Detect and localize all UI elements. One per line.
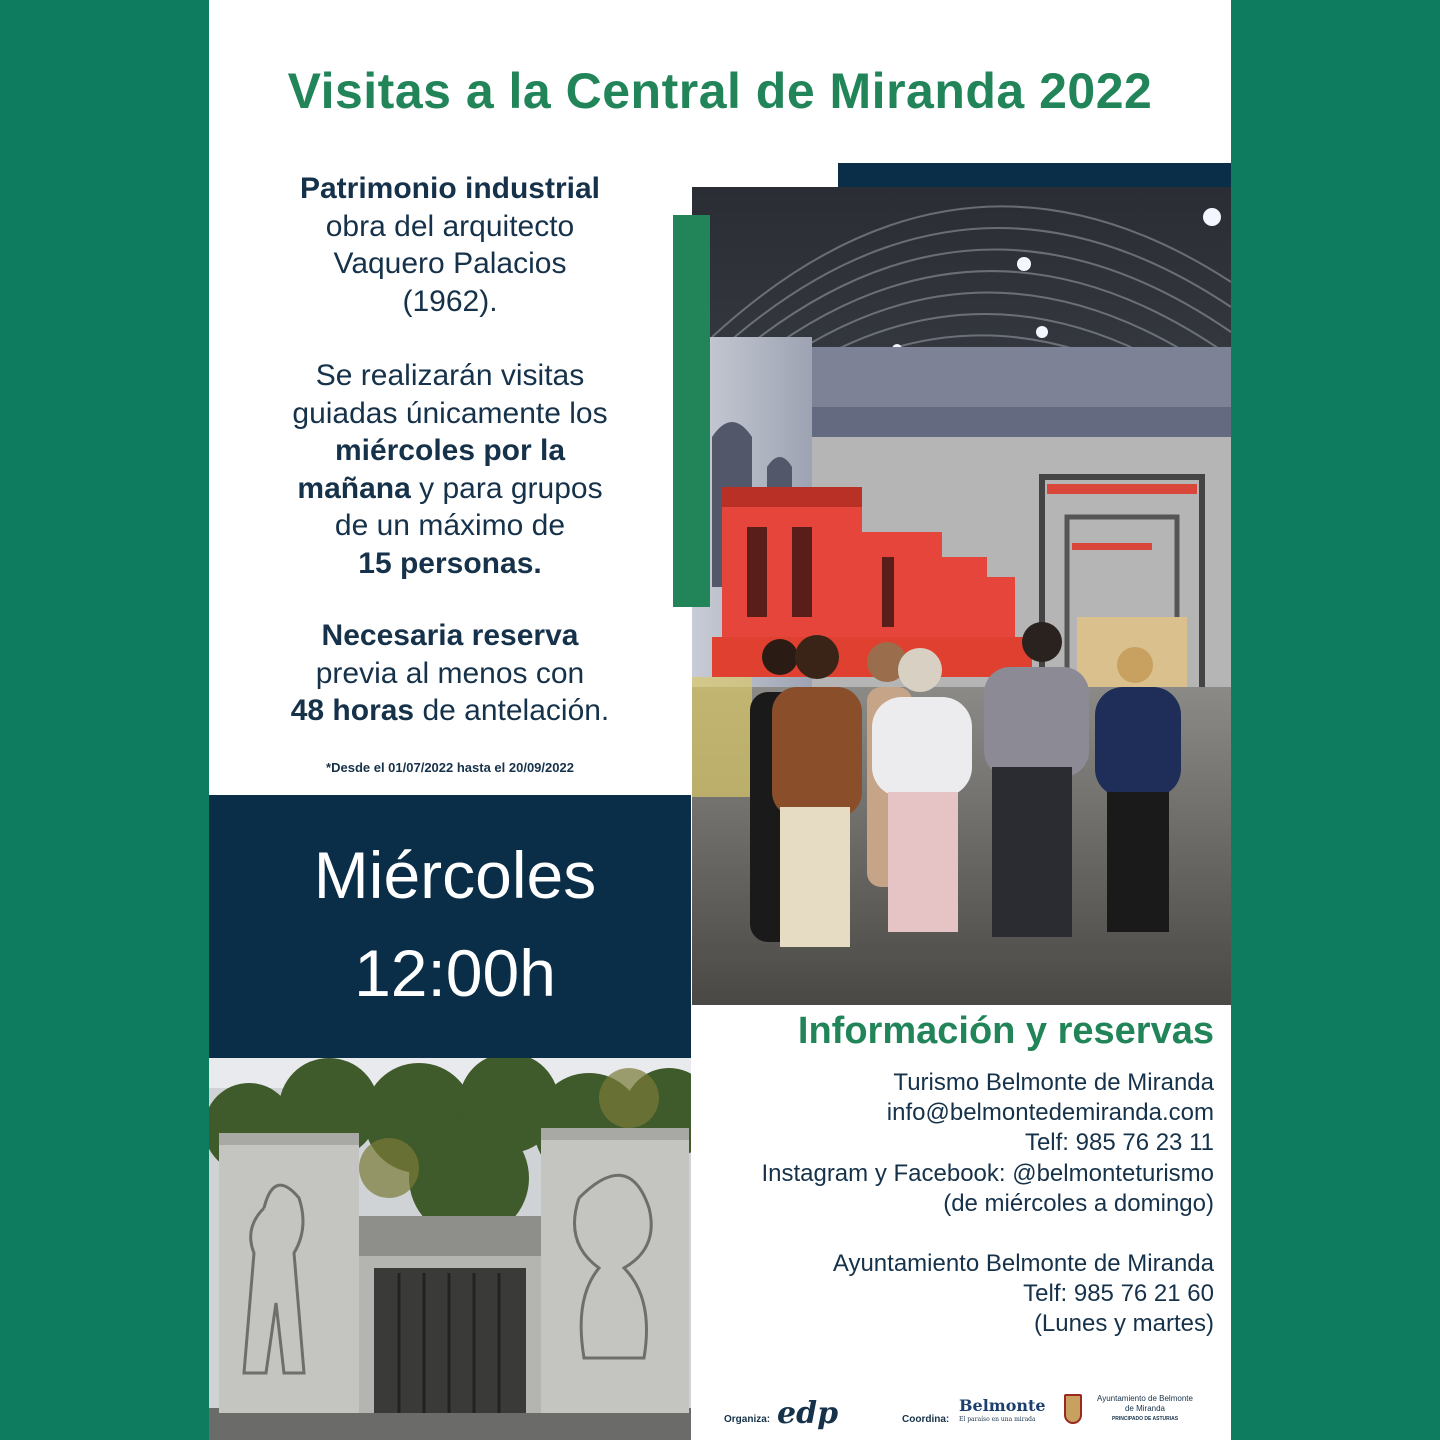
poster-title: Visitas a la Central de Miranda 2022 (287, 63, 1153, 119)
contact-phone: Telf: 985 76 21 60 (1023, 1280, 1214, 1308)
intro-line: obra del arquitecto (325, 209, 575, 243)
intro-line: previa al menos con (315, 656, 585, 690)
intro-line: guiadas únicamente los (292, 396, 608, 430)
belmonte-tagline: El paraíso en una mirada (959, 1416, 1036, 1423)
decorative-green-bar (673, 215, 710, 607)
intro-heritage-heading: Patrimonio industrial (299, 172, 601, 205)
intro-bold: 48 horas (290, 694, 415, 727)
schedule-time: 12:00h (354, 936, 556, 1010)
power-station-entrance-photo (209, 1058, 691, 1440)
intro-bold: miércoles por la (334, 434, 566, 467)
contact-email[interactable]: info@belmontedemiranda.com (886, 1099, 1214, 1127)
poster (209, 0, 1231, 1440)
contact-line: (de miércoles a domingo) (943, 1189, 1214, 1217)
sponsors-footer (719, 1392, 1219, 1440)
intro-bold: mañana (297, 471, 411, 505)
intro-bold: 15 personas (358, 546, 534, 580)
intro-line: (1962). (402, 284, 498, 318)
schedule-day: Miércoles (313, 838, 597, 912)
ayto-text: PRINCIPADO DE ASTURIAS (1111, 1416, 1179, 1422)
contact-social: Instagram y Facebook: @belmonteturismo (761, 1159, 1214, 1187)
ayuntamiento-logo (1085, 1394, 1205, 1424)
schedule-box (209, 795, 691, 1058)
edp-logo: edp (777, 1396, 839, 1431)
contact-phone: Telf: 985 76 23 11 (1024, 1129, 1214, 1157)
contact-line: (Lunes y martes) (1033, 1310, 1214, 1338)
turbine-hall-photo (692, 187, 1231, 1005)
intro-line: de un máximo de (334, 509, 566, 542)
belmonte-logo: Belmonte (959, 1396, 1046, 1415)
intro-reservation-heading: Necesaria reserva (321, 619, 579, 652)
ayto-text: Ayuntamiento de Belmonte (1097, 1394, 1193, 1403)
ayto-text: de Miranda (1124, 1404, 1166, 1413)
contact-info (709, 1068, 1214, 1340)
contact-line: Ayuntamiento Belmonte de Miranda (832, 1250, 1214, 1278)
intro-line: y para grupos (410, 471, 603, 505)
intro-line: Vaquero Palacios (333, 247, 567, 280)
coat-of-arms-icon (1064, 1394, 1082, 1424)
coordina-label: Coordina: (902, 1414, 950, 1425)
intro-line: Se realizarán visitas (315, 359, 585, 392)
dates-note: *Desde el 01/07/2022 hasta el 20/09/2022 (326, 760, 574, 775)
info-title: Información y reservas (797, 1010, 1214, 1052)
intro-text (229, 170, 671, 730)
organiza-label: Organiza: (724, 1414, 771, 1425)
intro-line: de antelación. (414, 694, 610, 727)
contact-line: Turismo Belmonte de Miranda (893, 1069, 1214, 1096)
intro-dot: . (533, 546, 542, 580)
